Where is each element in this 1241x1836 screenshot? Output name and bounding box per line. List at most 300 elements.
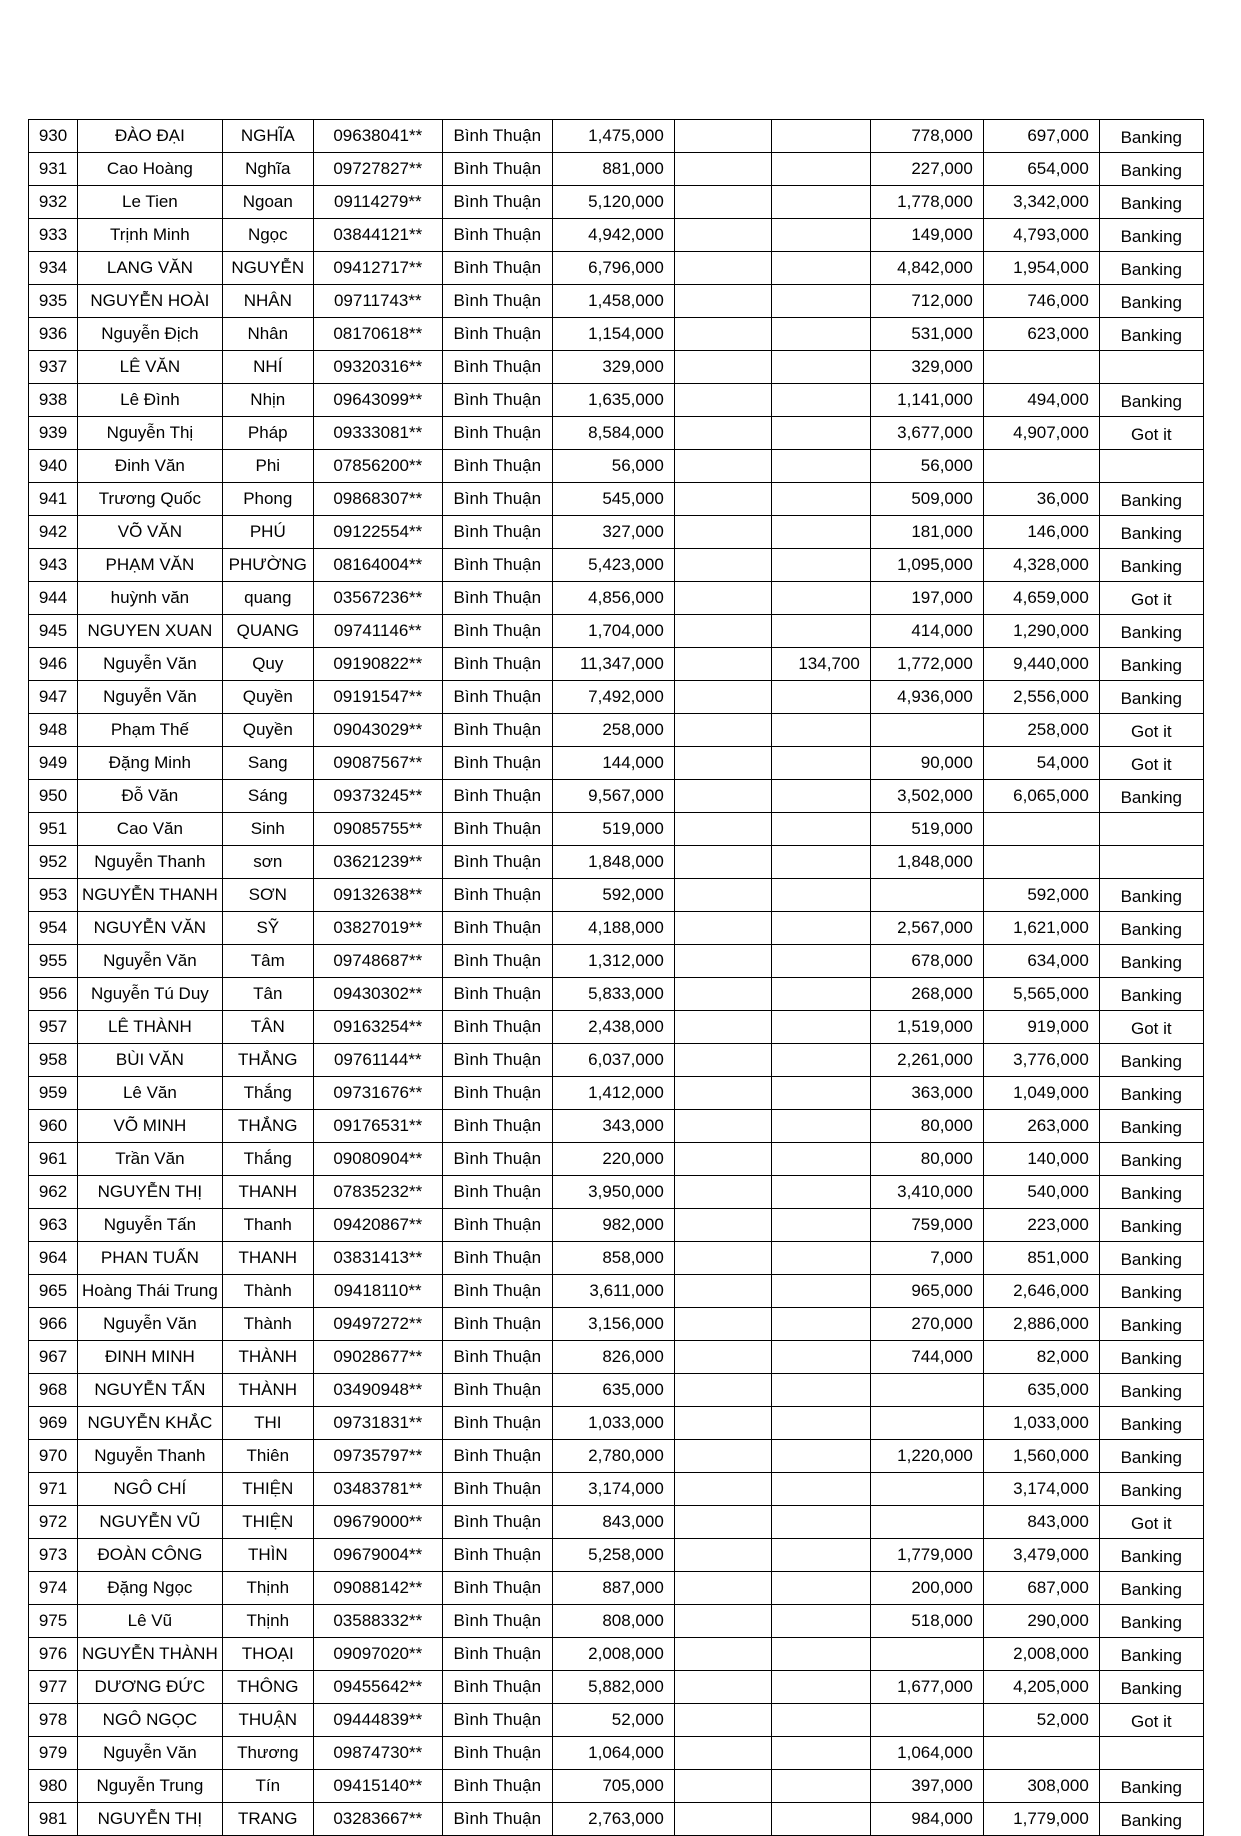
col8-cell <box>771 384 870 417</box>
payment-method-cell: Banking <box>1099 1077 1203 1110</box>
given-name-cell: PHÚ <box>222 516 313 549</box>
province-cell: Bình Thuận <box>442 1770 552 1803</box>
table-row <box>29 1242 1204 1275</box>
phone-cell: 09638041** <box>313 120 442 153</box>
table-row <box>29 912 1204 945</box>
total-cell: 327,000 <box>552 516 674 549</box>
given-name-cell: SƠN <box>222 879 313 912</box>
col9-cell: 1,064,000 <box>870 1737 983 1770</box>
phone-cell: 09097020** <box>313 1638 442 1671</box>
col9-cell <box>870 1506 983 1539</box>
given-name-cell: NGUYỄN <box>222 252 313 285</box>
total-cell: 1,154,000 <box>552 318 674 351</box>
given-name-cell: THÀNH <box>222 1374 313 1407</box>
col7-cell <box>674 1407 771 1440</box>
total-cell: 519,000 <box>552 813 674 846</box>
province-cell: Bình Thuận <box>442 1605 552 1638</box>
payment-method-cell <box>1099 1737 1203 1770</box>
province-cell: Bình Thuận <box>442 1572 552 1605</box>
col10-cell: 52,000 <box>983 1704 1099 1737</box>
given-name-cell: sơn <box>222 846 313 879</box>
total-cell: 144,000 <box>552 747 674 780</box>
col10-cell: 5,565,000 <box>983 978 1099 1011</box>
given-name-cell: Thiên <box>222 1440 313 1473</box>
row-number: 933 <box>29 219 78 252</box>
col8-cell <box>771 120 870 153</box>
col10-cell <box>983 813 1099 846</box>
given-name-cell: Nghĩa <box>222 153 313 186</box>
table-row <box>29 450 1204 483</box>
surname-cell: NGUYEN XUAN <box>78 615 223 648</box>
col7-cell <box>674 1308 771 1341</box>
row-number: 937 <box>29 351 78 384</box>
row-number: 931 <box>29 153 78 186</box>
col7-cell <box>674 318 771 351</box>
total-cell: 887,000 <box>552 1572 674 1605</box>
payment-method-cell: Banking <box>1099 1605 1203 1638</box>
row-number: 970 <box>29 1440 78 1473</box>
surname-cell: DƯƠNG ĐỨC <box>78 1671 223 1704</box>
phone-cell: 09731676** <box>313 1077 442 1110</box>
given-name-cell: Quyền <box>222 714 313 747</box>
surname-cell: NGUYỄN VĂN <box>78 912 223 945</box>
given-name-cell: Thắng <box>222 1143 313 1176</box>
province-cell: Bình Thuận <box>442 1242 552 1275</box>
col10-cell: 1,049,000 <box>983 1077 1099 1110</box>
surname-cell: Trần Văn <box>78 1143 223 1176</box>
province-cell: Bình Thuận <box>442 1209 552 1242</box>
table-row <box>29 813 1204 846</box>
given-name-cell: TRANG <box>222 1803 313 1836</box>
total-cell: 1,412,000 <box>552 1077 674 1110</box>
given-name-cell: THÌN <box>222 1539 313 1572</box>
given-name-cell: NHÍ <box>222 351 313 384</box>
given-name-cell: Thương <box>222 1737 313 1770</box>
phone-cell: 09028677** <box>313 1341 442 1374</box>
col8-cell <box>771 1539 870 1572</box>
row-number: 942 <box>29 516 78 549</box>
table-row <box>29 285 1204 318</box>
col8-cell <box>771 1341 870 1374</box>
col10-cell: 290,000 <box>983 1605 1099 1638</box>
row-number: 974 <box>29 1572 78 1605</box>
payment-method-cell: Banking <box>1099 978 1203 1011</box>
col9-cell: 149,000 <box>870 219 983 252</box>
col8-cell <box>771 681 870 714</box>
province-cell: Bình Thuận <box>442 582 552 615</box>
phone-cell: 09748687** <box>313 945 442 978</box>
col7-cell <box>674 1506 771 1539</box>
payment-method-cell: Banking <box>1099 615 1203 648</box>
table-row <box>29 1638 1204 1671</box>
col9-cell: 268,000 <box>870 978 983 1011</box>
total-cell: 220,000 <box>552 1143 674 1176</box>
col10-cell: 1,779,000 <box>983 1803 1099 1836</box>
col8-cell <box>771 747 870 780</box>
table-row <box>29 549 1204 582</box>
phone-cell: 09430302** <box>313 978 442 1011</box>
province-cell: Bình Thuận <box>442 978 552 1011</box>
col8-cell <box>771 450 870 483</box>
given-name-cell: THÀNH <box>222 1341 313 1374</box>
col10-cell: 540,000 <box>983 1176 1099 1209</box>
given-name-cell: Tân <box>222 978 313 1011</box>
col7-cell <box>674 813 771 846</box>
col9-cell: 2,567,000 <box>870 912 983 945</box>
total-cell: 545,000 <box>552 483 674 516</box>
table-row <box>29 1803 1204 1836</box>
col9-cell: 80,000 <box>870 1143 983 1176</box>
row-number: 961 <box>29 1143 78 1176</box>
surname-cell: NGUYỄN VŨ <box>78 1506 223 1539</box>
total-cell: 5,120,000 <box>552 186 674 219</box>
table-row <box>29 384 1204 417</box>
col9-cell: 1,848,000 <box>870 846 983 879</box>
col7-cell <box>674 252 771 285</box>
phone-cell: 09731831** <box>313 1407 442 1440</box>
col10-cell: 623,000 <box>983 318 1099 351</box>
surname-cell: Trịnh Minh <box>78 219 223 252</box>
col8-cell <box>771 1671 870 1704</box>
phone-cell: 03621239** <box>313 846 442 879</box>
row-number: 958 <box>29 1044 78 1077</box>
phone-cell: 09643099** <box>313 384 442 417</box>
total-cell: 1,312,000 <box>552 945 674 978</box>
col7-cell <box>674 1077 771 1110</box>
surname-cell: Trương Quốc <box>78 483 223 516</box>
phone-cell: 07856200** <box>313 450 442 483</box>
col8-cell <box>771 714 870 747</box>
given-name-cell: QUANG <box>222 615 313 648</box>
table-row <box>29 1176 1204 1209</box>
province-cell: Bình Thuận <box>442 1539 552 1572</box>
col10-cell: 919,000 <box>983 1011 1099 1044</box>
col10-cell: 1,033,000 <box>983 1407 1099 1440</box>
col7-cell <box>674 1440 771 1473</box>
col10-cell: 687,000 <box>983 1572 1099 1605</box>
phone-cell: 09085755** <box>313 813 442 846</box>
row-number: 962 <box>29 1176 78 1209</box>
payment-method-cell: Banking <box>1099 1176 1203 1209</box>
given-name-cell: SỸ <box>222 912 313 945</box>
payment-method-cell <box>1099 846 1203 879</box>
col10-cell: 3,174,000 <box>983 1473 1099 1506</box>
total-cell: 1,033,000 <box>552 1407 674 1440</box>
col9-cell: 90,000 <box>870 747 983 780</box>
col8-cell <box>771 1242 870 1275</box>
col7-cell <box>674 417 771 450</box>
col9-cell: 1,778,000 <box>870 186 983 219</box>
col9-cell <box>870 1374 983 1407</box>
surname-cell: LÊ THÀNH <box>78 1011 223 1044</box>
col8-cell: 134,700 <box>771 648 870 681</box>
surname-cell: NGUYỄN THỊ <box>78 1176 223 1209</box>
table-row <box>29 1275 1204 1308</box>
total-cell: 5,258,000 <box>552 1539 674 1572</box>
payment-method-cell: Banking <box>1099 1341 1203 1374</box>
phone-cell: 03490948** <box>313 1374 442 1407</box>
phone-cell: 09122554** <box>313 516 442 549</box>
surname-cell: Nguyễn Văn <box>78 1308 223 1341</box>
col8-cell <box>771 1407 870 1440</box>
col9-cell: 270,000 <box>870 1308 983 1341</box>
table-row <box>29 846 1204 879</box>
surname-cell: ĐOÀN CÔNG <box>78 1539 223 1572</box>
given-name-cell: THI <box>222 1407 313 1440</box>
col8-cell <box>771 1374 870 1407</box>
payment-method-cell: Banking <box>1099 1770 1203 1803</box>
col9-cell: 329,000 <box>870 351 983 384</box>
col8-cell <box>771 252 870 285</box>
payment-method-cell: Banking <box>1099 1209 1203 1242</box>
col8-cell <box>771 582 870 615</box>
phone-cell: 09741146** <box>313 615 442 648</box>
row-number: 946 <box>29 648 78 681</box>
surname-cell: Hoàng Thái Trung <box>78 1275 223 1308</box>
col8-cell <box>771 1044 870 1077</box>
province-cell: Bình Thuận <box>442 1077 552 1110</box>
province-cell: Bình Thuận <box>442 1440 552 1473</box>
col9-cell: 3,502,000 <box>870 780 983 813</box>
table-row <box>29 483 1204 516</box>
phone-cell: 03588332** <box>313 1605 442 1638</box>
col10-cell: 1,954,000 <box>983 252 1099 285</box>
surname-cell: Phạm Thế <box>78 714 223 747</box>
given-name-cell: NHÂN <box>222 285 313 318</box>
row-number: 959 <box>29 1077 78 1110</box>
province-cell: Bình Thuận <box>442 846 552 879</box>
given-name-cell: Phong <box>222 483 313 516</box>
province-cell: Bình Thuận <box>442 1704 552 1737</box>
col9-cell: 414,000 <box>870 615 983 648</box>
province-cell: Bình Thuận <box>442 1374 552 1407</box>
phone-cell: 09412717** <box>313 252 442 285</box>
col7-cell <box>674 582 771 615</box>
row-number: 968 <box>29 1374 78 1407</box>
province-cell: Bình Thuận <box>442 1341 552 1374</box>
surname-cell: Nguyễn Thị <box>78 417 223 450</box>
table-row <box>29 1407 1204 1440</box>
col8-cell <box>771 549 870 582</box>
total-cell: 6,796,000 <box>552 252 674 285</box>
row-number: 950 <box>29 780 78 813</box>
row-number: 963 <box>29 1209 78 1242</box>
payment-method-cell: Banking <box>1099 681 1203 714</box>
col8-cell <box>771 945 870 978</box>
surname-cell: Nguyễn Địch <box>78 318 223 351</box>
col8-cell <box>771 318 870 351</box>
province-cell: Bình Thuận <box>442 780 552 813</box>
province-cell: Bình Thuận <box>442 1407 552 1440</box>
col8-cell <box>771 351 870 384</box>
payment-method-cell: Banking <box>1099 252 1203 285</box>
phone-cell: 09373245** <box>313 780 442 813</box>
phone-cell: 09455642** <box>313 1671 442 1704</box>
row-number: 953 <box>29 879 78 912</box>
col7-cell <box>674 714 771 747</box>
row-number: 981 <box>29 1803 78 1836</box>
table-row <box>29 879 1204 912</box>
payment-method-cell: Banking <box>1099 945 1203 978</box>
given-name-cell: Tâm <box>222 945 313 978</box>
col9-cell: 965,000 <box>870 1275 983 1308</box>
given-name-cell: Thắng <box>222 1077 313 1110</box>
col7-cell <box>674 615 771 648</box>
table-row <box>29 1572 1204 1605</box>
col10-cell: 494,000 <box>983 384 1099 417</box>
phone-cell: 03283667** <box>313 1803 442 1836</box>
surname-cell: PHAN TUẤN <box>78 1242 223 1275</box>
table-row <box>29 318 1204 351</box>
col10-cell: 4,659,000 <box>983 582 1099 615</box>
phone-cell: 03831413** <box>313 1242 442 1275</box>
col7-cell <box>674 1209 771 1242</box>
row-number: 947 <box>29 681 78 714</box>
table-row <box>29 1605 1204 1638</box>
total-cell: 705,000 <box>552 1770 674 1803</box>
given-name-cell: Pháp <box>222 417 313 450</box>
col7-cell <box>674 1242 771 1275</box>
col7-cell <box>674 1473 771 1506</box>
col8-cell <box>771 516 870 549</box>
table-row <box>29 582 1204 615</box>
given-name-cell: THIỆN <box>222 1506 313 1539</box>
col10-cell: 4,793,000 <box>983 219 1099 252</box>
given-name-cell: THANH <box>222 1242 313 1275</box>
col10-cell: 3,479,000 <box>983 1539 1099 1572</box>
col8-cell <box>771 879 870 912</box>
row-number: 945 <box>29 615 78 648</box>
col8-cell <box>771 1506 870 1539</box>
surname-cell: Cao Văn <box>78 813 223 846</box>
table-row <box>29 780 1204 813</box>
col10-cell: 4,328,000 <box>983 549 1099 582</box>
payment-method-cell: Banking <box>1099 285 1203 318</box>
total-cell: 343,000 <box>552 1110 674 1143</box>
total-cell: 1,848,000 <box>552 846 674 879</box>
col7-cell <box>674 1737 771 1770</box>
total-cell: 4,856,000 <box>552 582 674 615</box>
province-cell: Bình Thuận <box>442 252 552 285</box>
surname-cell: NGUYỄN THỊ <box>78 1803 223 1836</box>
col7-cell <box>674 1770 771 1803</box>
col9-cell: 363,000 <box>870 1077 983 1110</box>
col7-cell <box>674 978 771 1011</box>
payment-method-cell: Banking <box>1099 1638 1203 1671</box>
table-row <box>29 648 1204 681</box>
given-name-cell: Phi <box>222 450 313 483</box>
phone-cell: 09191547** <box>313 681 442 714</box>
payment-method-cell: Banking <box>1099 219 1203 252</box>
col10-cell: 140,000 <box>983 1143 1099 1176</box>
province-cell: Bình Thuận <box>442 1044 552 1077</box>
row-number: 973 <box>29 1539 78 1572</box>
row-number: 934 <box>29 252 78 285</box>
col8-cell <box>771 1704 870 1737</box>
total-cell: 2,438,000 <box>552 1011 674 1044</box>
row-number: 972 <box>29 1506 78 1539</box>
surname-cell: NGUYỄN THÀNH <box>78 1638 223 1671</box>
payment-method-cell: Banking <box>1099 879 1203 912</box>
col8-cell <box>771 1440 870 1473</box>
surname-cell: Lê Văn <box>78 1077 223 1110</box>
total-cell: 4,188,000 <box>552 912 674 945</box>
col9-cell: 3,677,000 <box>870 417 983 450</box>
col7-cell <box>674 1176 771 1209</box>
province-cell: Bình Thuận <box>442 747 552 780</box>
province-cell: Bình Thuận <box>442 1506 552 1539</box>
payment-method-cell: Banking <box>1099 1572 1203 1605</box>
payment-method-cell <box>1099 351 1203 384</box>
payment-method-cell: Banking <box>1099 1308 1203 1341</box>
col7-cell <box>674 549 771 582</box>
row-number: 966 <box>29 1308 78 1341</box>
col9-cell: 227,000 <box>870 153 983 186</box>
payment-method-cell: Banking <box>1099 1044 1203 1077</box>
phone-cell: 09711743** <box>313 285 442 318</box>
payment-method-cell: Banking <box>1099 1671 1203 1704</box>
col8-cell <box>771 1110 870 1143</box>
total-cell: 2,780,000 <box>552 1440 674 1473</box>
given-name-cell: Sáng <box>222 780 313 813</box>
given-name-cell: PHƯỜNG <box>222 549 313 582</box>
col10-cell <box>983 1737 1099 1770</box>
col8-cell <box>771 1572 870 1605</box>
col10-cell: 746,000 <box>983 285 1099 318</box>
col10-cell: 654,000 <box>983 153 1099 186</box>
given-name-cell: Ngọc <box>222 219 313 252</box>
province-cell: Bình Thuận <box>442 186 552 219</box>
table-row <box>29 1737 1204 1770</box>
total-cell: 858,000 <box>552 1242 674 1275</box>
province-cell: Bình Thuận <box>442 1143 552 1176</box>
surname-cell: ĐINH MINH <box>78 1341 223 1374</box>
phone-cell: 09415140** <box>313 1770 442 1803</box>
payment-method-cell: Banking <box>1099 120 1203 153</box>
given-name-cell: Nhân <box>222 318 313 351</box>
col8-cell <box>771 1275 870 1308</box>
province-cell: Bình Thuận <box>442 549 552 582</box>
col8-cell <box>771 912 870 945</box>
row-number: 930 <box>29 120 78 153</box>
col7-cell <box>674 879 771 912</box>
col8-cell <box>771 978 870 1011</box>
col8-cell <box>771 1803 870 1836</box>
province-cell: Bình Thuận <box>442 120 552 153</box>
col9-cell: 7,000 <box>870 1242 983 1275</box>
payment-method-cell: Banking <box>1099 516 1203 549</box>
phone-cell: 09444839** <box>313 1704 442 1737</box>
total-cell: 1,475,000 <box>552 120 674 153</box>
phone-cell: 09163254** <box>313 1011 442 1044</box>
table-row <box>29 417 1204 450</box>
data-table <box>28 119 1204 1836</box>
col9-cell: 200,000 <box>870 1572 983 1605</box>
row-number: 976 <box>29 1638 78 1671</box>
province-cell: Bình Thuận <box>442 615 552 648</box>
col8-cell <box>771 1605 870 1638</box>
col9-cell: 1,779,000 <box>870 1539 983 1572</box>
total-cell: 8,584,000 <box>552 417 674 450</box>
row-number: 944 <box>29 582 78 615</box>
given-name-cell: Tín <box>222 1770 313 1803</box>
payment-method-cell: Banking <box>1099 1803 1203 1836</box>
col9-cell <box>870 1473 983 1506</box>
phone-cell: 03567236** <box>313 582 442 615</box>
col10-cell: 697,000 <box>983 120 1099 153</box>
table-row <box>29 945 1204 978</box>
phone-cell: 09043029** <box>313 714 442 747</box>
